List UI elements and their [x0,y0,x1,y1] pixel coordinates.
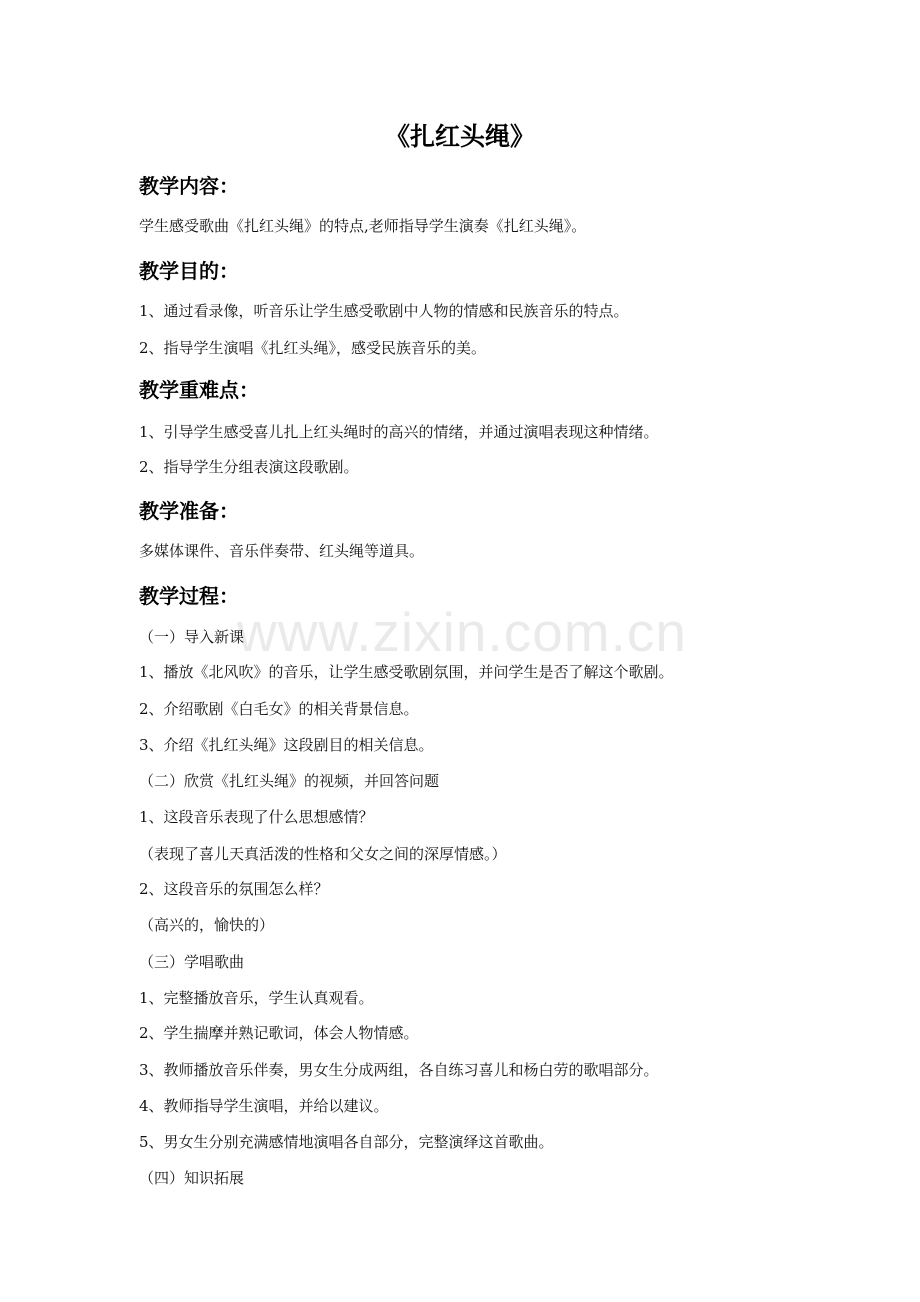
document-title: 《扎红头绳》 [384,122,535,151]
section-heading-content: 教学内容： [139,174,239,198]
process-line: （三）学唱歌曲 [139,953,245,971]
process-line: （一）导入新课 [139,628,245,646]
process-line: 1、完整播放音乐，学生认真观看。 [139,989,374,1007]
key-points-line: 2、指导学生分组表演这段歌剧。 [139,458,359,476]
process-line: 3、介绍《扎红头绳》这段剧目的相关信息。 [139,736,434,754]
key-points-line: 1、引导学生感受喜儿扎上红头绳时的高兴的情绪，并通过演唱表现这种情绪。 [139,423,659,441]
process-line: 2、学生揣摩并熟记歌词，体会人物情感。 [139,1024,419,1042]
goals-line: 1、通过看录像，听音乐让学生感受歌剧中人物的情感和民族音乐的特点。 [139,302,629,320]
process-line: 1、这段音乐表现了什么思想感情？ [139,808,374,826]
process-line: 4、教师指导学生演唱，并给以建议。 [139,1097,389,1115]
process-line: （二）欣赏《扎红头绳》的视频，并回答问题 [139,772,440,790]
process-line: 2、这段音乐的氛围怎么样？ [139,880,329,898]
process-line: 5、男女生分别充满感情地演唱各自部分，完整演绎这首歌曲。 [139,1133,554,1151]
section-heading-goals: 教学目的： [139,259,239,283]
process-line: 3、教师播放音乐伴奏，男女生分成两组，各自练习喜儿和杨白劳的歌唱部分。 [139,1061,659,1079]
watermark: www.zixin.com.cn [237,601,687,663]
goals-line: 2、指导学生演唱《扎红头绳》，感受民族音乐的美。 [139,339,487,357]
process-line: （高兴的，愉快的） [139,916,275,934]
preparation-line: 多媒体课件、音乐伴奏带、红头绳等道具。 [139,542,425,560]
process-line: 2、介绍歌剧《白毛女》的相关背景信息。 [139,700,419,718]
process-line: （表现了喜儿天真活泼的性格和父女之间的深厚情感。） [139,845,507,863]
process-line: 1、播放《北风吹》的音乐，让学生感受歌剧氛围，并问学生是否了解这个歌剧。 [139,663,674,681]
section-heading-preparation: 教学准备： [139,499,239,523]
content-line: 学生感受歌曲《扎红头绳》的特点,老师指导学生演奏《扎红头绳》。 [139,217,587,235]
process-line: （四）知识拓展 [139,1169,245,1187]
section-heading-process: 教学过程： [139,584,239,608]
section-heading-key-points: 教学重难点： [139,378,259,402]
